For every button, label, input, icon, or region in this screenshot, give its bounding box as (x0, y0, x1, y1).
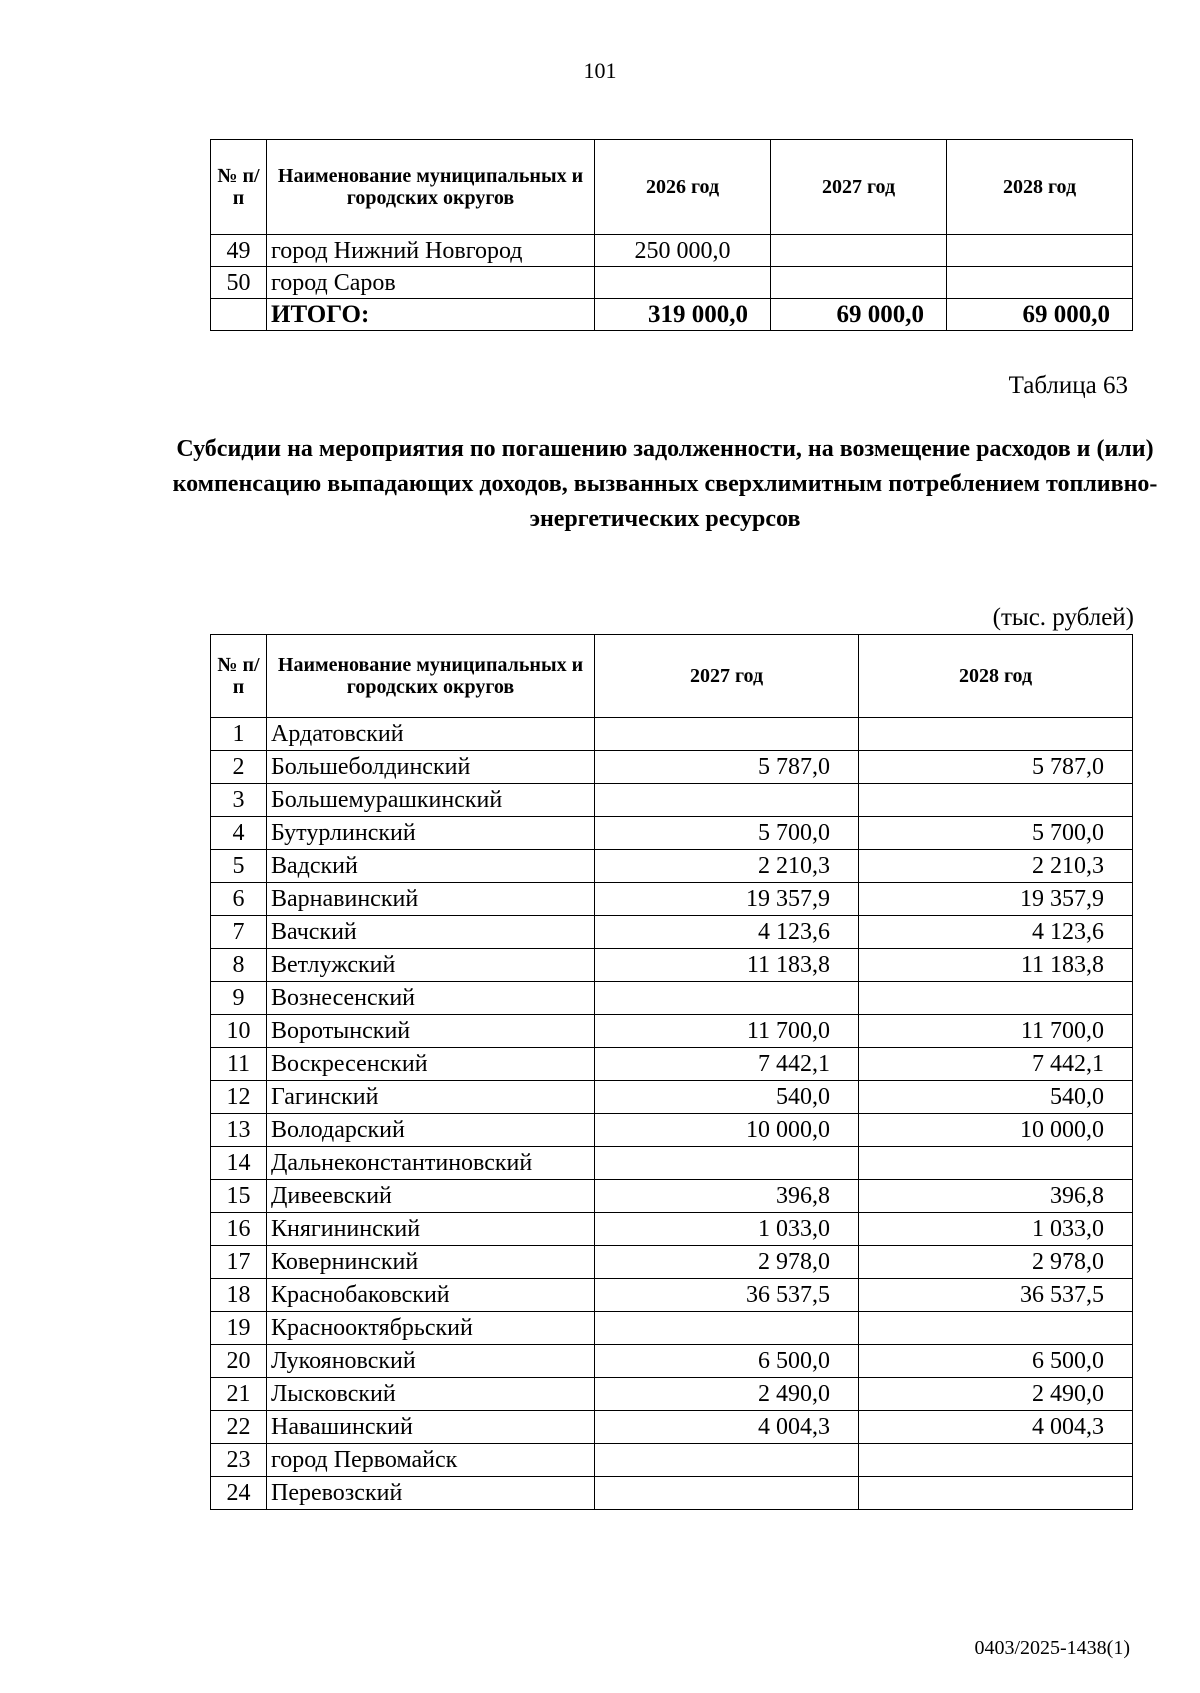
row-value-2028: 11 183,8 (859, 949, 1133, 982)
row-value-2027 (595, 1477, 859, 1510)
row-value-2028 (859, 1312, 1133, 1345)
row-name: Володарский (267, 1114, 595, 1147)
row-num: 17 (211, 1246, 267, 1279)
row-value-2028 (859, 982, 1133, 1015)
row-num: 13 (211, 1114, 267, 1147)
row-value-2027 (595, 1312, 859, 1345)
row-name: Дивеевский (267, 1180, 595, 1213)
table-row (211, 235, 1133, 267)
row-value-2027: 2 490,0 (595, 1378, 859, 1411)
row-value-2027: 5 700,0 (595, 817, 859, 850)
row-name: Воротынский (267, 1015, 595, 1048)
row-value-2028: 5 700,0 (859, 817, 1133, 850)
row-value-2026 (595, 267, 771, 299)
row-name: Бутурлинский (267, 817, 595, 850)
row-value-2028: 4 123,6 (859, 916, 1133, 949)
row-value-2028: 2 978,0 (859, 1246, 1133, 1279)
row-name: Вачский (267, 916, 595, 949)
table-row (211, 1048, 1133, 1081)
header-2028: 2028 год (947, 140, 1133, 235)
row-value-2028: 396,8 (859, 1180, 1133, 1213)
row-value-2027: 4 123,6 (595, 916, 859, 949)
table-row (211, 1114, 1133, 1147)
table-row (211, 1444, 1133, 1477)
row-num: 14 (211, 1147, 267, 1180)
row-num: 4 (211, 817, 267, 850)
row-name: Варнавинский (267, 883, 595, 916)
table-row (211, 267, 1133, 299)
row-value-2027: 1 033,0 (595, 1213, 859, 1246)
row-num: 24 (211, 1477, 267, 1510)
row-num: 49 (211, 235, 267, 267)
previous-table (210, 139, 1133, 331)
row-value-2028 (859, 784, 1133, 817)
row-name: Большемурашкинский (267, 784, 595, 817)
total-row (211, 299, 1133, 331)
row-value-2028: 540,0 (859, 1081, 1133, 1114)
total-num (211, 299, 267, 331)
row-num: 15 (211, 1180, 267, 1213)
row-num: 9 (211, 982, 267, 1015)
table-row (211, 751, 1133, 784)
row-value-2028 (947, 235, 1133, 267)
total-2027: 69 000,0 (771, 299, 947, 331)
subsidies-table (210, 634, 1133, 1510)
row-num: 16 (211, 1213, 267, 1246)
table-row (211, 982, 1133, 1015)
row-name: Дальнеконстантиновский (267, 1147, 595, 1180)
row-value-2028: 4 004,3 (859, 1411, 1133, 1444)
header-name: Наименование муниципальных и городских округов (267, 140, 595, 235)
table-row (211, 1147, 1133, 1180)
table-row (211, 949, 1133, 982)
document-code: 0403/2025-1438(1) (974, 1637, 1130, 1659)
row-name: Краснобаковский (267, 1279, 595, 1312)
row-name: город Первомайск (267, 1444, 595, 1477)
row-num: 2 (211, 751, 267, 784)
row-value-2027: 396,8 (595, 1180, 859, 1213)
header-name: Наименование муниципальных и городских округов (267, 635, 595, 718)
row-num: 11 (211, 1048, 267, 1081)
row-num: 1 (211, 718, 267, 751)
row-value-2027 (771, 235, 947, 267)
row-value-2027: 11 183,8 (595, 949, 859, 982)
row-num: 8 (211, 949, 267, 982)
row-num: 21 (211, 1378, 267, 1411)
row-value-2027: 2 210,3 (595, 850, 859, 883)
row-num: 20 (211, 1345, 267, 1378)
row-value-2028: 2 490,0 (859, 1378, 1133, 1411)
previous-table-header (211, 140, 1133, 235)
row-name: Ветлужский (267, 949, 595, 982)
row-value-2028: 7 442,1 (859, 1048, 1133, 1081)
row-num: 19 (211, 1312, 267, 1345)
row-name: Навашинский (267, 1411, 595, 1444)
row-num: 50 (211, 267, 267, 299)
units-note: (тыс. рублей) (992, 604, 1134, 631)
row-num: 10 (211, 1015, 267, 1048)
row-name: Большеболдинский (267, 751, 595, 784)
row-value-2028 (859, 718, 1133, 751)
table-row (211, 916, 1133, 949)
table-row (211, 1279, 1133, 1312)
table-row (211, 1081, 1133, 1114)
row-name: Лысковский (267, 1378, 595, 1411)
row-value-2028 (859, 1147, 1133, 1180)
row-name: город Саров (267, 267, 595, 299)
table-row (211, 1246, 1133, 1279)
row-value-2027 (595, 1147, 859, 1180)
row-num: 12 (211, 1081, 267, 1114)
row-value-2028: 2 210,3 (859, 850, 1133, 883)
row-num: 6 (211, 883, 267, 916)
row-value-2028: 19 357,9 (859, 883, 1133, 916)
row-value-2028: 6 500,0 (859, 1345, 1133, 1378)
table-row (211, 1180, 1133, 1213)
row-value-2028 (859, 1444, 1133, 1477)
table-row (211, 718, 1133, 751)
row-value-2028: 1 033,0 (859, 1213, 1133, 1246)
row-value-2027: 4 004,3 (595, 1411, 859, 1444)
row-value-2027 (771, 267, 947, 299)
total-2028: 69 000,0 (947, 299, 1133, 331)
row-value-2027: 6 500,0 (595, 1345, 859, 1378)
table-row (211, 1411, 1133, 1444)
table-row (211, 1345, 1133, 1378)
row-name: город Нижний Новгород (267, 235, 595, 267)
row-value-2028 (859, 1477, 1133, 1510)
total-label: ИТОГО: (267, 299, 595, 331)
header-2027: 2027 год (771, 140, 947, 235)
table-row (211, 1312, 1133, 1345)
table-label: Таблица 63 (1008, 372, 1128, 399)
row-value-2027: 540,0 (595, 1081, 859, 1114)
row-name: Вознесенский (267, 982, 595, 1015)
row-value-2027 (595, 784, 859, 817)
row-value-2028: 36 537,5 (859, 1279, 1133, 1312)
table-title: Субсидии на мероприятия по погашению задолженности, на возмещение расходов и (или) компенсацию выпадающих доходов, вызванных сверхлимитным потреблением топливно-энергетических ресурсов (172, 436, 1158, 532)
total-2026: 319 000,0 (595, 299, 771, 331)
table-row (211, 784, 1133, 817)
header-num: № п/п (211, 140, 267, 235)
table-row (211, 1477, 1133, 1510)
row-value-2027 (595, 982, 859, 1015)
row-value-2027: 2 978,0 (595, 1246, 859, 1279)
table-row (211, 1015, 1133, 1048)
row-num: 5 (211, 850, 267, 883)
header-num: № п/п (211, 635, 267, 718)
row-name: Гагинский (267, 1081, 595, 1114)
table-row (211, 883, 1133, 916)
row-num: 18 (211, 1279, 267, 1312)
row-value-2028: 5 787,0 (859, 751, 1133, 784)
header-2026: 2026 год (595, 140, 771, 235)
header-2027: 2027 год (595, 635, 859, 718)
row-value-2028 (947, 267, 1133, 299)
page-number: 101 (583, 58, 617, 83)
row-value-2027: 5 787,0 (595, 751, 859, 784)
row-name: Воскресенский (267, 1048, 595, 1081)
table-row (211, 1378, 1133, 1411)
row-name: Ковернинский (267, 1246, 595, 1279)
row-num: 3 (211, 784, 267, 817)
row-value-2027 (595, 1444, 859, 1477)
row-name: Лукояновский (267, 1345, 595, 1378)
row-value-2026: 250 000,0 (595, 235, 771, 267)
row-name: Краснооктябрьский (267, 1312, 595, 1345)
table-row (211, 817, 1133, 850)
row-value-2027 (595, 718, 859, 751)
subsidies-table-header (211, 635, 1133, 718)
row-value-2027: 11 700,0 (595, 1015, 859, 1048)
row-value-2028: 10 000,0 (859, 1114, 1133, 1147)
row-num: 22 (211, 1411, 267, 1444)
row-num: 23 (211, 1444, 267, 1477)
row-name: Ардатовский (267, 718, 595, 751)
row-value-2028: 11 700,0 (859, 1015, 1133, 1048)
row-value-2027: 36 537,5 (595, 1279, 859, 1312)
row-value-2027: 10 000,0 (595, 1114, 859, 1147)
header-2028: 2028 год (859, 635, 1133, 718)
row-value-2027: 19 357,9 (595, 883, 859, 916)
row-value-2027: 7 442,1 (595, 1048, 859, 1081)
row-num: 7 (211, 916, 267, 949)
row-name: Княгининский (267, 1213, 595, 1246)
table-row (211, 850, 1133, 883)
row-name: Перевозский (267, 1477, 595, 1510)
row-name: Вадский (267, 850, 595, 883)
table-row (211, 1213, 1133, 1246)
